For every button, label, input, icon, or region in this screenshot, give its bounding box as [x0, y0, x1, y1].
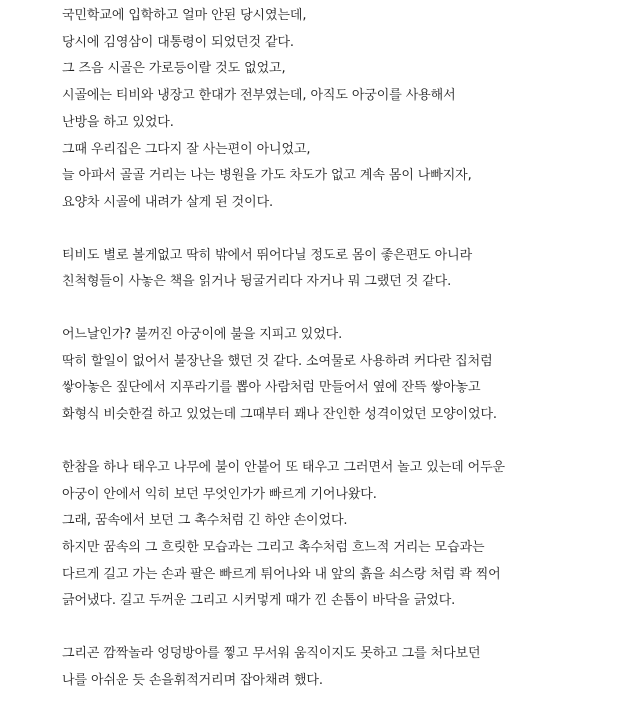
text-line: 당시에 김영삼이 대통령이 되었던것 같다.: [62, 34, 294, 50]
text-line: 요양차 시골에 내려가 살게 된 것이다.: [62, 194, 274, 210]
text-line: 나를 아쉬운 듯 손을휘적거리며 잡아채려 했다.: [62, 672, 323, 688]
text-line: 화형식 비슷한걸 하고 있었는데 그때부터 꽤나 잔인한 성격이었던 모양이었다.: [62, 407, 497, 423]
text-line: 하지만 꿈속의 그 흐릿한 모습과는 그리고 촉수처럼 흐느적 거리는 모습과는: [62, 539, 485, 555]
text-line: 시골에는 티비와 냉장고 한대가 전부였는데, 아직도 아궁이를 사용해서: [62, 88, 456, 104]
text-line: 쌓아놓은 짚단에서 지푸라기를 뽑아 사람처럼 만들어서 옆에 잔뜩 쌓아놓고: [62, 380, 481, 396]
text-line: 아궁이 안에서 익히 보던 무엇인가가 빠르게 기어나왔다.: [62, 486, 377, 502]
text-line: 그래, 꿈속에서 보던 그 촉수처럼 긴 하얀 손이었다.: [62, 513, 348, 529]
text-line: 늘 아파서 골골 거리는 나는 병원을 가도 차도가 없고 계속 몸이 나빠지자,: [62, 168, 472, 184]
text-line: 긁어냈다. 길고 두꺼운 그리고 시커멓게 때가 낀 손톱이 바닥을 긁었다.: [62, 593, 456, 609]
text-line: 친척형들이 사놓은 책을 읽거나 뒹굴거리다 자거나 뭐 그랬던 것 같다.: [62, 274, 452, 290]
article-body: [62, 3, 637, 720]
text-line: 다르게 길고 가는 손과 팔은 빠르게 튀어나와 내 앞의 흙을 쇠스랑 처럼 콱 찍어: [62, 566, 501, 582]
paragraph-1: [62, 3, 637, 217]
text-line: 딱히 할일이 없어서 불장난을 했던 것 같다. 소여물로 사용하려 커다란 집처럼: [62, 353, 493, 369]
text-line: 어느날인가? 불꺼진 아궁이에 불을 지피고 있었다.: [62, 327, 343, 343]
paragraph-5: [62, 641, 637, 694]
paragraph-3: [62, 322, 637, 429]
text-line: 그리곤 깜짝놀라 엉덩방아를 찧고 무서워 움직이지도 못하고 그를 처다보던: [62, 646, 481, 662]
paragraph-4: [62, 455, 637, 615]
paragraph-2: [62, 243, 637, 296]
text-line: 국민학교에 입학하고 얼마 안된 당시였는데,: [62, 8, 307, 23]
text-line: 난방을 하고 있었다.: [62, 114, 174, 130]
text-line: 그 즈음 시골은 가로등이랄 것도 없었고,: [62, 61, 286, 77]
text-line: 티비도 별로 볼게없고 딱히 밖에서 뛰어다닐 정도로 몸이 좋은편도 아니라: [62, 247, 473, 263]
text-line: 그때 우리집은 그다지 잘 사는편이 아니었고,: [62, 141, 311, 157]
text-line: 한참을 하나 태우고 나무에 불이 안붙어 또 태우고 그러면서 놀고 있는데 어두운: [62, 459, 506, 475]
